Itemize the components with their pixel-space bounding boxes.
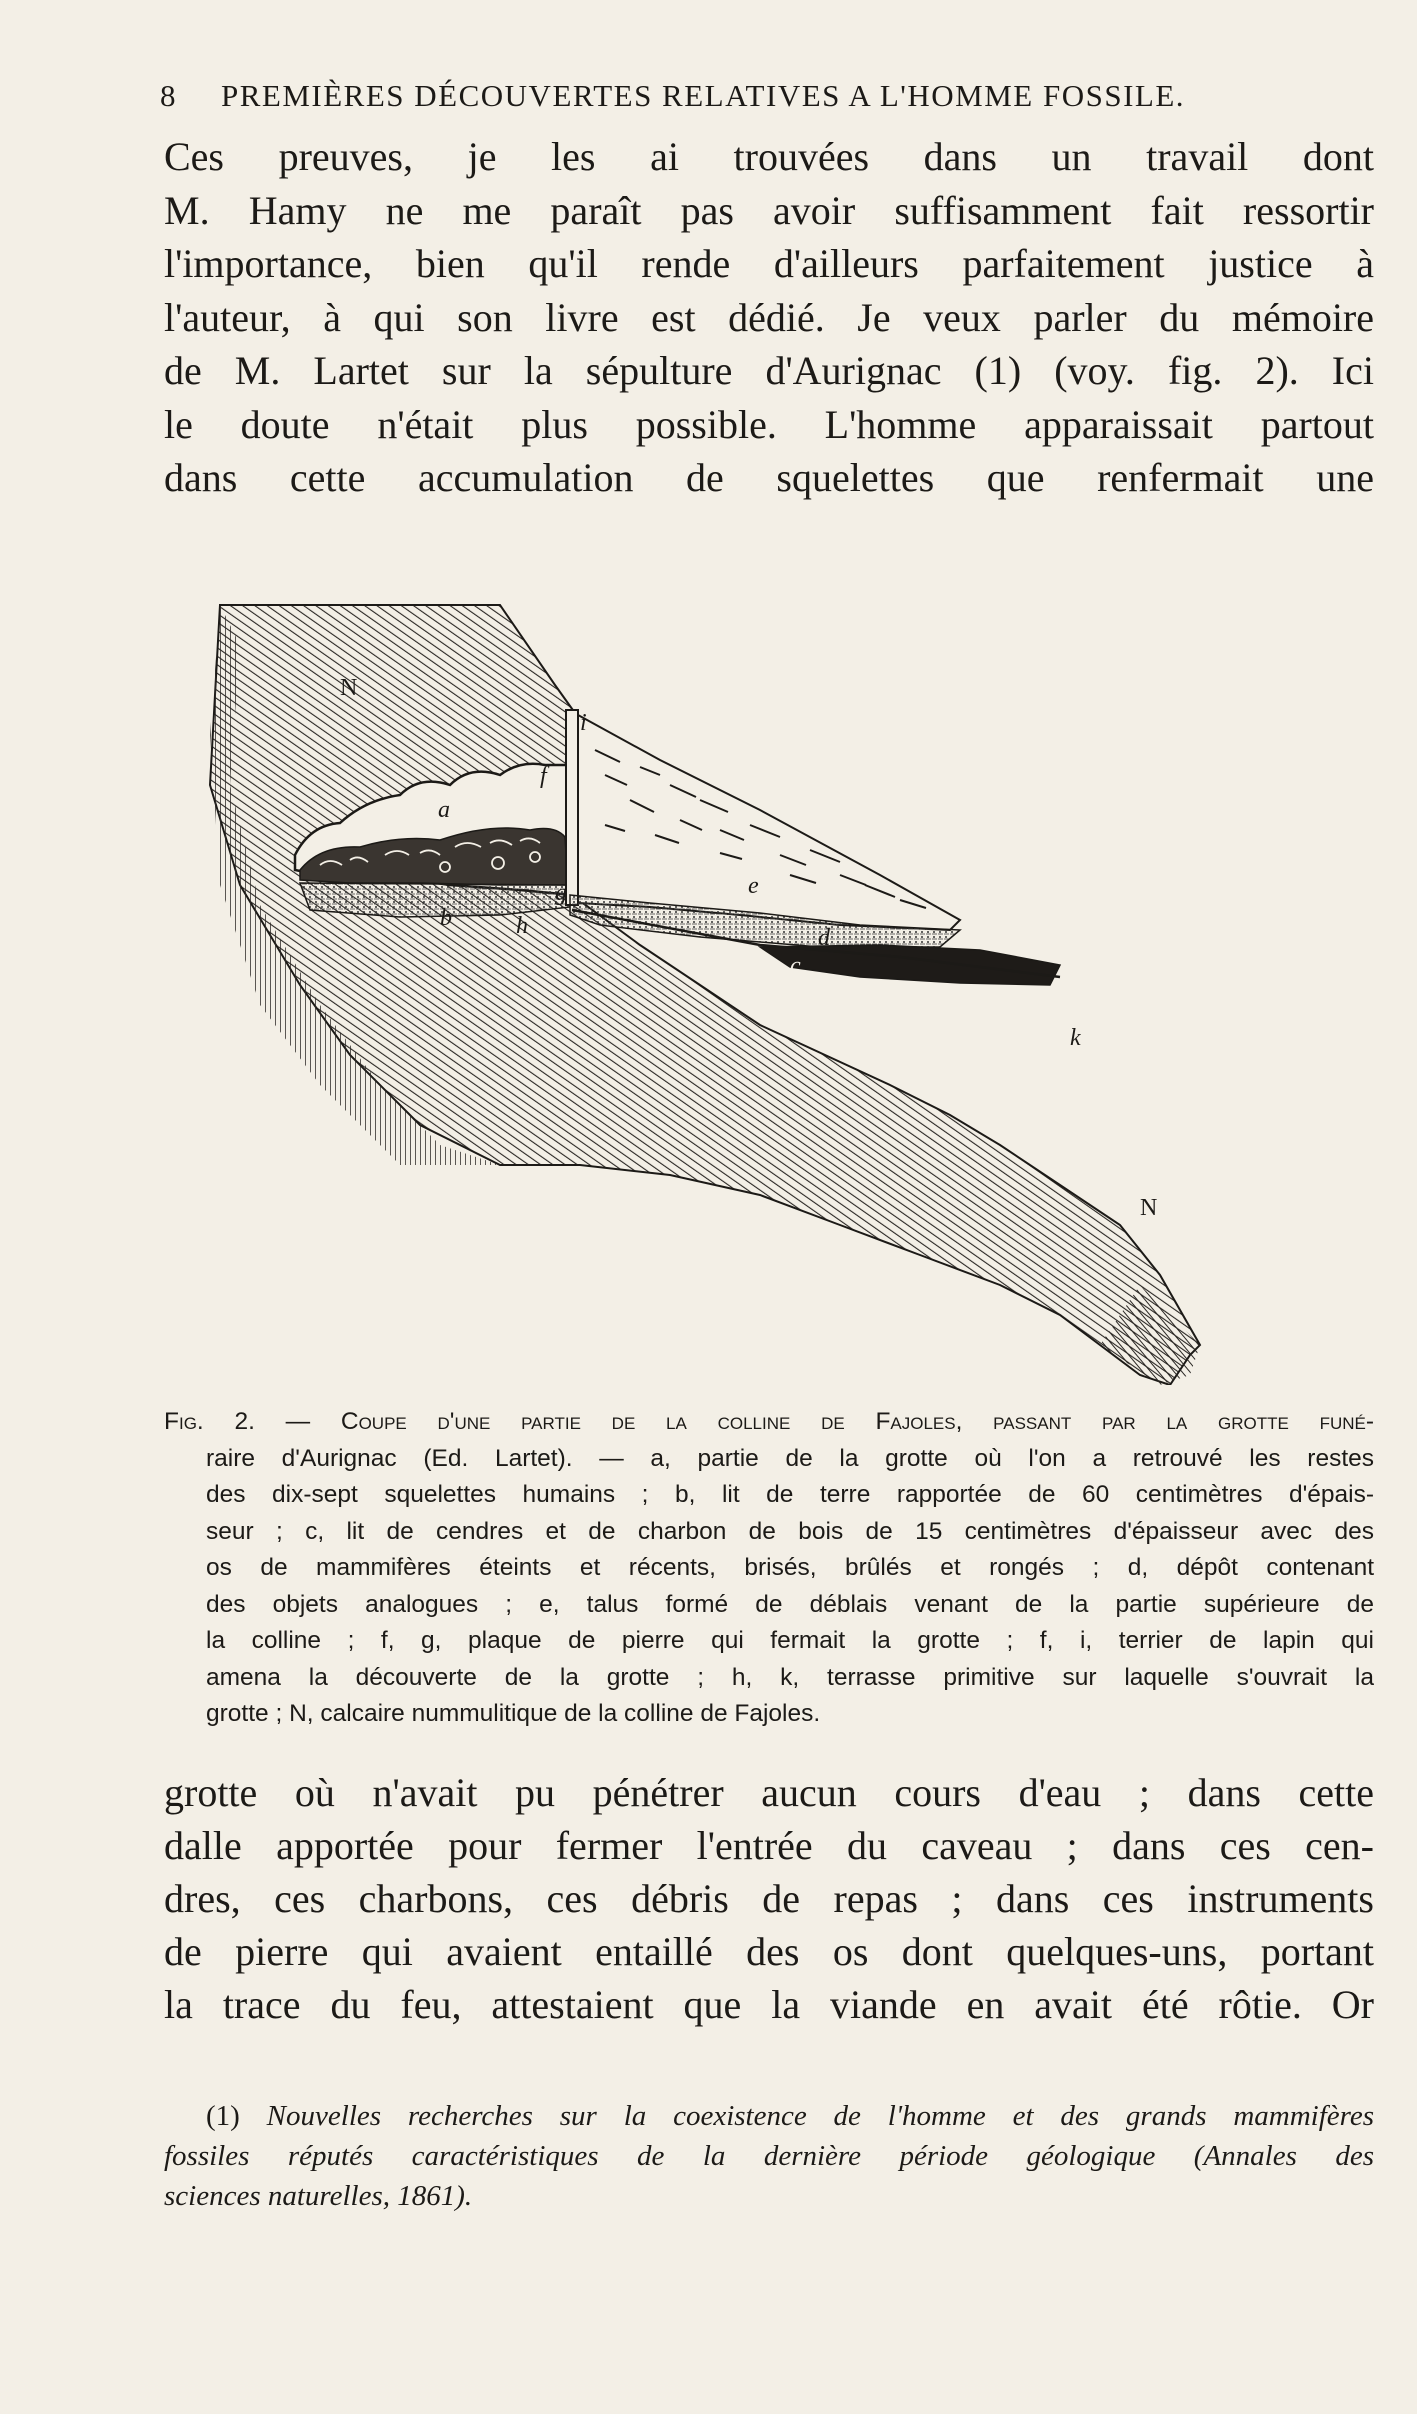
footnote-line — [164, 2096, 1374, 2136]
label-f: f — [540, 763, 547, 789]
label-n-top: N — [340, 675, 358, 701]
caption-line: amena la découverte de la grotte ; h, k, terrasse primitive sur laquelle s'ouvrait la — [206, 1663, 1374, 1691]
text-line: le doute n'était plus possible. L'homme apparaissait partout — [164, 401, 1374, 447]
label-n-bottom: N — [1140, 1195, 1158, 1221]
caption-line: os de mammifères éteints et récents, brisés, brûlés et rongés ; d, dépôt contenant — [206, 1554, 1374, 1581]
text-line: dres, ces charbons, ces débris de repas ; dans ces instruments — [164, 1876, 1374, 1921]
text-line: dalle apportée pour fermer l'entrée du caveau ; dans ces cen- — [164, 1823, 1374, 1868]
running-header — [160, 78, 1280, 114]
text-line: de pierre qui avaient entaillé des os dont quelques-uns, portant — [164, 1929, 1374, 1974]
caption-line: seur ; c, lit de cendres et de charbon de bois de 15 centimètres d'épaisseur avec des — [206, 1517, 1374, 1545]
footnote — [164, 2096, 1374, 2216]
caption-line: Fig. 2. — Coupe d'une partie de la colline de Fajoles, passant par la grotte funé- — [164, 1408, 1374, 1435]
label-h: h — [516, 913, 528, 939]
text-line: M. Hamy ne me paraît pas avoir suffisamment fait ressortir — [164, 187, 1374, 233]
footnote-text: Nouvelles recherches sur la coexistence de l'homme et des grands mammifères — [266, 2100, 1374, 2132]
paragraph-bottom — [164, 1766, 1374, 2031]
text-line: grotte où n'avait pu pénétrer aucun cours d'eau ; dans cette — [164, 1770, 1374, 1815]
running-title: PREMIÈRES DÉCOUVERTES RELATIVES A L'HOMME FOSSILE. — [221, 78, 1186, 113]
caption-line: la colline ; f, g, plaque de pierre qui fermait la grotte ; f, i, terrier de lapin qui — [206, 1627, 1374, 1654]
paragraph-top — [164, 130, 1374, 505]
label-e: e — [748, 873, 759, 899]
label-c: c — [790, 953, 801, 979]
footnote-marker: (1) — [206, 2100, 240, 2132]
footnote-line: fossiles réputés caractéristiques de la dernière période géologique (Annales des — [164, 2140, 1374, 2172]
layer-b-earth — [300, 883, 570, 917]
text-line: l'importance, bien qu'il rende d'ailleurs parfaitement justice à — [164, 241, 1374, 286]
label-b: b — [440, 905, 452, 931]
text-line: Ces preuves, je les ai trouvées dans un travail dont — [164, 134, 1374, 179]
label-i: i — [580, 710, 587, 736]
stone-slab-fg — [566, 710, 578, 905]
caption-line: des objets analogues ; e, talus formé de déblais venant de la partie supérieure de — [206, 1590, 1374, 1618]
figure-caption — [164, 1404, 1374, 1733]
footnote-line: sciences naturelles, 1861). — [164, 2180, 473, 2212]
label-k: k — [1070, 1025, 1081, 1051]
limestone-hill — [210, 605, 1200, 1385]
page-number: 8 — [160, 78, 177, 113]
text-line: l'auteur, à qui son livre est dédié. Je veux parler du mémoire — [164, 294, 1374, 340]
cave-cross-section-figure — [200, 585, 1340, 1385]
layer-c-ash — [760, 945, 1060, 985]
text-line: la trace du feu, attestaient que la viande en avait été rôtie. Or — [164, 1982, 1374, 2027]
caption-line: grotte ; N, calcaire nummulitique de la colline de Fajoles. — [206, 1700, 821, 1727]
text-line: de M. Lartet sur la sépulture d'Aurignac (1) (voy. fig. 2). Ici — [164, 348, 1374, 393]
label-g: g — [555, 880, 567, 906]
talus-e — [578, 715, 960, 930]
caption-line: des dix-sept squelettes humains ; b, lit de terre rapportée de 60 centimètres d'épais- — [206, 1481, 1374, 1508]
label-d: d — [818, 925, 830, 951]
text-line: dans cette accumulation de squelettes que renfermait une — [164, 455, 1374, 500]
label-a: a — [438, 797, 450, 823]
caption-line: raire d'Aurignac (Ed. Lartet). — a, partie de la grotte où l'on a retrouvé les restes — [206, 1444, 1374, 1472]
